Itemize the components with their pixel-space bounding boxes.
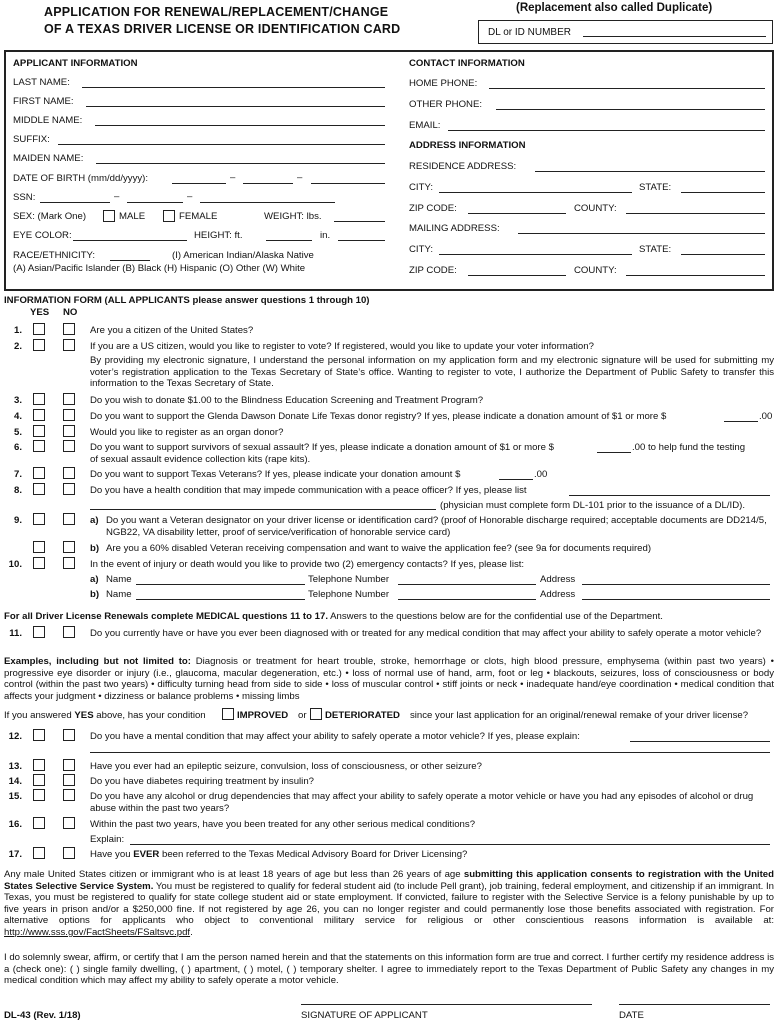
residence-county-field[interactable]	[626, 213, 765, 214]
q12-explain-field-line2[interactable]	[90, 752, 770, 753]
or-label: or	[298, 710, 307, 721]
contact-b-name-field[interactable]	[136, 599, 305, 600]
male-label: MALE	[119, 211, 146, 222]
q17-text-pre: Have you	[90, 849, 131, 860]
q13-no-checkbox[interactable]	[63, 759, 75, 771]
mailing-city-field[interactable]	[439, 254, 632, 255]
eye-color-field[interactable]	[73, 240, 187, 241]
q15-yes-checkbox[interactable]	[33, 789, 45, 801]
ssn-dash: –	[114, 191, 120, 202]
contact-b-address-field[interactable]	[582, 599, 770, 600]
mailing-state-field[interactable]	[681, 254, 765, 255]
q11-text: Do you currently have or have you ever been diagnosed with or treated for any medical condition that may affect your ability to safely operate a motor vehicle?	[90, 628, 762, 639]
voter-registration-consent: By providing my electronic signature, I understand the personal information on my application form and my electronic signature will be used for submitting my voter’s registration application to the Texas Secretary of State’s office. Wanting to register to vote, I authorize the Department of Public Safety to transfer this information to the Texas Secretary of State.	[90, 355, 774, 390]
question-number: 3.	[13, 395, 22, 406]
contact-a-name-label: Name	[106, 574, 132, 585]
q4-yes-checkbox[interactable]	[33, 409, 45, 421]
contact-a-name-field[interactable]	[136, 584, 305, 585]
ssn-part1-field[interactable]	[40, 202, 110, 203]
q17-no-checkbox[interactable]	[63, 847, 75, 859]
residence-city-field[interactable]	[439, 192, 632, 193]
q1-text: Are you a citizen of the United States?	[90, 325, 254, 336]
city-label: CITY:	[409, 244, 433, 255]
first-name-label: FIRST NAME:	[13, 96, 74, 107]
contact-b-phone-label: Telephone Number	[308, 589, 390, 600]
q14-no-checkbox[interactable]	[63, 774, 75, 786]
q4-no-checkbox[interactable]	[63, 409, 75, 421]
q12-yes-checkbox[interactable]	[33, 729, 45, 741]
deteriorated-checkbox[interactable]	[310, 708, 322, 720]
form-title-line1: APPLICATION FOR RENEWAL/REPLACEMENT/CHANGE	[44, 5, 389, 19]
q3-no-checkbox[interactable]	[63, 393, 75, 405]
q15-no-checkbox[interactable]	[63, 789, 75, 801]
information-form-heading: INFORMATION FORM (ALL APPLICANTS please answer questions 1 through 10)	[4, 295, 370, 306]
q12-no-checkbox[interactable]	[63, 729, 75, 741]
contact-a-marker: a)	[90, 574, 99, 585]
medical-intro	[4, 611, 663, 622]
q8-yes-checkbox[interactable]	[33, 483, 45, 495]
form-id: DL-43 (Rev. 1/18)	[4, 1010, 81, 1021]
q16-text: Within the past two years, have you been treated for any other serious medical conditions?	[90, 819, 476, 830]
race-options: (A) Asian/Pacific Islander (B) Black (H) Hispanic (O) Other (W) White	[13, 263, 306, 274]
residence-state-field[interactable]	[681, 192, 765, 193]
condition-change-text	[4, 710, 206, 721]
q4-text: Do you want to support the Glenda Dawson Donate Life Texas donor registry? If yes, please indicate a donation amount of $1 or more $	[90, 411, 667, 422]
city-label: CITY:	[409, 182, 433, 193]
question-number: 15.	[8, 791, 22, 802]
dob-label: DATE OF BIRTH (mm/dd/yyyy):	[13, 173, 149, 184]
contact-a-phone-label: Telephone Number	[308, 574, 390, 585]
q7-donation-field[interactable]	[499, 479, 533, 480]
question-number: 7.	[13, 469, 22, 480]
weight-field[interactable]	[334, 221, 385, 222]
dl-number-label: DL or ID NUMBER	[488, 27, 571, 38]
condition-yes-emphasis: YES	[74, 710, 94, 721]
q5-text: Would you like to register as an organ donor?	[90, 427, 284, 438]
q7-no-checkbox[interactable]	[63, 467, 75, 479]
medical-intro-bold: For all Driver License Renewals complete MEDICAL questions 11 to 17.	[4, 611, 328, 622]
height-feet-field[interactable]	[266, 240, 312, 241]
replacement-note: (Replacement also called Duplicate)	[516, 2, 713, 14]
q6-text-cont: .00 to help fund the testing	[632, 442, 746, 453]
q6-text: Do you want to support survivors of sexual assault? If yes, please indicate a donation amount of $1 or more $	[90, 442, 554, 453]
question-number: 10.	[8, 559, 22, 570]
last-name-field[interactable]	[82, 87, 385, 88]
dob-day-field[interactable]	[243, 183, 293, 184]
contact-b-name-label: Name	[106, 589, 132, 600]
q17-text	[90, 849, 467, 860]
suffix-label: SUFFIX:	[13, 134, 50, 145]
date-field[interactable]	[619, 1004, 770, 1005]
maiden-name-field[interactable]	[96, 163, 385, 164]
race-label: RACE/ETHNICITY:	[13, 250, 96, 261]
race-option-i: (I) American Indian/Alaska Native	[172, 250, 314, 261]
contact-a-phone-field[interactable]	[398, 584, 536, 585]
q5-no-checkbox[interactable]	[63, 425, 75, 437]
question-number: 5.	[13, 427, 22, 438]
middle-name-label: MIDDLE NAME:	[13, 115, 83, 126]
address-heading: ADDRESS INFORMATION	[409, 140, 526, 151]
q6-yes-checkbox[interactable]	[33, 440, 45, 452]
eye-color-label: EYE COLOR:	[13, 230, 72, 241]
condition-text-pre: If you answered	[4, 710, 72, 721]
selective-service-text-cont: You must be registered to qualify for federal student aid (to include Pell grant), job training, federal employment, and citizenship if an immigrant. In Texas, you must be registered to qualify for state college student aid or state employment. If convicted, failure to register with the Selective Service is a felony punishable by up to five years in prison and/or a $250,000 fine. If not registered by age 26, you can no longer register and could permanently lose those benefits associated with registration. For alternative options for applicants who object to conventional military service for religious or other conscientious reasons information is available at:	[4, 880, 774, 927]
q7-yes-checkbox[interactable]	[33, 467, 45, 479]
dob-month-field[interactable]	[172, 183, 226, 184]
ssn-part3-field[interactable]	[200, 202, 335, 203]
county-label: COUNTY:	[574, 265, 617, 276]
question-number: 2.	[13, 341, 22, 352]
question-number: 8.	[13, 485, 22, 496]
question-number: 9.	[13, 515, 22, 526]
no-column-header: NO	[63, 307, 78, 318]
q9b-text: Are you a 60% disabled Veteran receiving compensation and want to waive the application fee? (see 9a for documents required)	[106, 543, 652, 554]
q4-cents: .00	[759, 411, 773, 422]
q16-explain-field[interactable]	[130, 844, 770, 845]
q3-yes-checkbox[interactable]	[33, 393, 45, 405]
question-number: 13.	[8, 761, 22, 772]
question-number: 4.	[13, 411, 22, 422]
condition-text-mid: above, has your condition	[96, 710, 206, 721]
q17-text-post: been referred to the Texas Medical Advisory Board for Driver Licensing?	[162, 849, 468, 860]
q10-yes-checkbox[interactable]	[33, 557, 45, 569]
medical-examples	[4, 656, 774, 702]
q8-condition-field-line2[interactable]	[90, 509, 436, 510]
ssn-dash: –	[187, 191, 193, 202]
signature-label: SIGNATURE OF APPLICANT	[301, 1010, 428, 1021]
q8-text: Do you have a health condition that may impede communication with a peace officer? If yes, please list	[90, 485, 527, 496]
q8-condition-field[interactable]	[569, 495, 770, 496]
dob-year-field[interactable]	[311, 183, 385, 184]
home-phone-field[interactable]	[489, 88, 765, 89]
sex-label: SEX: (Mark One)	[13, 211, 87, 222]
q15-text: Do you have any alcohol or drug dependencies that may affect your ability to safely operate a motor vehicle or have you had any episodes of alcohol or drug abuse within the past two years?	[90, 791, 754, 814]
deteriorated-label: DETERIORATED	[325, 710, 400, 721]
mailing-county-field[interactable]	[626, 275, 765, 276]
dob-dash: –	[297, 172, 303, 183]
height-inches-label: in.	[320, 230, 331, 241]
q10-text: In the event of injury or death would you like to provide two (2) emergency contacts? If yes, please list:	[90, 559, 525, 570]
q1-no-checkbox[interactable]	[63, 323, 75, 335]
selective-service-end: .	[190, 926, 193, 938]
residence-address-field[interactable]	[535, 171, 765, 172]
selective-service-consent: submitting this application consents to registration with the United States Selective Service System.	[4, 869, 774, 892]
q4-donation-field[interactable]	[724, 421, 758, 422]
email-field[interactable]	[448, 130, 765, 131]
q17-ever-emphasis: EVER	[133, 849, 160, 860]
female-checkbox[interactable]	[163, 210, 175, 222]
q6-donation-field[interactable]	[597, 452, 631, 453]
question-number: 16.	[8, 819, 22, 830]
contact-a-address-field[interactable]	[582, 584, 770, 585]
medical-intro-rest: Answers to the questions below are for the confidential use of the Department.	[327, 611, 663, 622]
question-number: 17.	[8, 849, 22, 860]
medical-examples-bold: Examples, including but not limited to:	[4, 656, 191, 667]
zip-label: ZIP CODE:	[409, 265, 457, 276]
q12-explain-field[interactable]	[630, 741, 770, 742]
contact-a-address-label: Address	[540, 574, 576, 585]
q16-yes-checkbox[interactable]	[33, 817, 45, 829]
certification-statement: I do solemnly swear, affirm, or certify that I am the person named herein and that the statements on this information form are true and correct. I further certify my residence address is a (check one): ( ) single family dwelling, ( ) apartment, ( ) motel, ( ) temporary shelter. I agree to immediately report to the Texas Department of Public Safety any changes in my medical condition which may affect my ability to safely operate a motor vehicle.	[4, 952, 774, 987]
selective-service-notice	[4, 869, 774, 939]
mailing-address-label: MAILING ADDRESS:	[409, 223, 500, 234]
condition-text-post: since your last application for an original/renewal remake of your driver license?	[410, 710, 749, 721]
question-number: 12.	[8, 731, 22, 742]
q2-yes-checkbox[interactable]	[33, 339, 45, 351]
q9b-yes-checkbox[interactable]	[33, 541, 45, 553]
improved-checkbox[interactable]	[222, 708, 234, 720]
residence-address-label: RESIDENCE ADDRESS:	[409, 161, 517, 172]
q7-cents: .00	[534, 469, 548, 480]
state-label: STATE:	[639, 182, 672, 193]
selective-service-link[interactable]: http://www.sss.gov/FactSheets/FSaltsvc.pdf	[4, 926, 191, 938]
q11-no-checkbox[interactable]	[63, 626, 75, 638]
question-number: 14.	[8, 776, 22, 787]
mailing-address-field[interactable]	[518, 233, 765, 234]
male-checkbox[interactable]	[103, 210, 115, 222]
zip-label: ZIP CODE:	[409, 203, 457, 214]
signature-field[interactable]	[301, 1004, 592, 1005]
q9a-text: Do you want a Veteran designator on your driver license or identification card? (proof of Honorable discharge required; acceptable documents are DD214/5, NGB22, VA disability letter, proof of service/verification of honorable service card)	[106, 515, 767, 538]
dl-number-box	[478, 20, 773, 44]
q16-no-checkbox[interactable]	[63, 817, 75, 829]
state-label: STATE:	[639, 244, 672, 255]
q2-text: If you are a US citizen, would you like to register to vote? If registered, would you like to update your voter information?	[90, 341, 594, 352]
county-label: COUNTY:	[574, 203, 617, 214]
q12-text: Do you have a mental condition that may affect your ability to safely operate a motor vehicle? If yes, please explain:	[90, 731, 580, 742]
first-name-field[interactable]	[86, 106, 385, 107]
q1-yes-checkbox[interactable]	[33, 323, 45, 335]
question-number: 11.	[9, 628, 22, 639]
mailing-zip-field[interactable]	[468, 275, 566, 276]
q10-no-checkbox[interactable]	[63, 557, 75, 569]
improved-label: IMPROVED	[237, 710, 289, 721]
q5-yes-checkbox[interactable]	[33, 425, 45, 437]
q9b-no-checkbox[interactable]	[63, 541, 75, 553]
medical-examples-text: Diagnosis or treatment for heart trouble, stroke, hemorrhage or clots, high blood pressure, emphysema (within past two years) • progressive eye disorder or injury (i.e., glaucoma, macular degeneration, etc.) • loss of normal use of hand, arm, foot or leg • blackouts, seizures, loss of consciousness or body control (within the past two years) • difficulty turning head from side to side • loss of muscular control • stiff joints or neck • inadequate hand/eye coordination • medical condition that affects your judgment • dizziness or balance problems • missing limbs	[4, 656, 774, 702]
q16-explain-label: Explain:	[90, 834, 125, 845]
maiden-name-label: MAIDEN NAME:	[13, 153, 84, 164]
q17-yes-checkbox[interactable]	[33, 847, 45, 859]
form-title-line2: OF A TEXAS DRIVER LICENSE OR IDENTIFICATION CARD	[44, 22, 401, 36]
ssn-label: SSN:	[13, 192, 36, 203]
q9a-no-checkbox[interactable]	[63, 513, 75, 525]
q3-text: Do you wish to donate $1.00 to the Blindness Education Screening and Treatment Program?	[90, 395, 484, 406]
date-label: DATE	[619, 1010, 644, 1021]
contact-b-address-label: Address	[540, 589, 576, 600]
question-number: 1.	[13, 325, 22, 336]
suffix-field[interactable]	[58, 144, 385, 145]
q11-yes-checkbox[interactable]	[33, 626, 45, 638]
dob-dash: –	[230, 172, 236, 183]
home-phone-label: HOME PHONE:	[409, 78, 478, 89]
other-phone-field[interactable]	[496, 109, 765, 110]
residence-zip-field[interactable]	[468, 213, 566, 214]
applicant-heading: APPLICANT INFORMATION	[13, 58, 138, 69]
last-name-label: LAST NAME:	[13, 77, 70, 88]
middle-name-field[interactable]	[95, 125, 385, 126]
q9a-yes-checkbox[interactable]	[33, 513, 45, 525]
contact-b-marker: b)	[90, 589, 100, 600]
q2-no-checkbox[interactable]	[63, 339, 75, 351]
q9a-marker: a)	[90, 515, 99, 526]
q8-no-checkbox[interactable]	[63, 483, 75, 495]
email-label: EMAIL:	[409, 120, 441, 131]
contact-heading: CONTACT INFORMATION	[409, 58, 525, 69]
selective-service-text: Any male United States citizen or immigrant who is at least 18 years of age but less than 26 years of age	[4, 869, 464, 880]
question-number: 6.	[13, 442, 22, 453]
height-label: HEIGHT: ft.	[194, 230, 243, 241]
ssn-part2-field[interactable]	[127, 202, 183, 203]
race-field[interactable]	[110, 260, 150, 261]
dl-number-field[interactable]	[583, 36, 766, 37]
other-phone-label: OTHER PHONE:	[409, 99, 483, 110]
q13-text: Have you ever had an epileptic seizure, convulsion, loss of consciousness, or other seizure?	[90, 761, 482, 772]
height-inches-field[interactable]	[338, 240, 385, 241]
q6-no-checkbox[interactable]	[63, 440, 75, 452]
yes-column-header: YES	[30, 307, 50, 318]
contact-b-phone-field[interactable]	[398, 599, 536, 600]
weight-label: WEIGHT: lbs.	[264, 211, 322, 222]
q14-text: Do you have diabetes requiring treatment by insulin?	[90, 776, 314, 787]
q7-text: Do you want to support Texas Veterans? If yes, please indicate your donation amount $	[90, 469, 461, 480]
female-label: FEMALE	[179, 211, 218, 222]
q8-physician-note: (physician must complete form DL-101 prior to the issuance of a DL/ID).	[440, 500, 745, 511]
q13-yes-checkbox[interactable]	[33, 759, 45, 771]
q6-text-line2: of sexual assault evidence collection kits (rape kits).	[90, 454, 311, 465]
q14-yes-checkbox[interactable]	[33, 774, 45, 786]
q9b-marker: b)	[90, 543, 100, 554]
